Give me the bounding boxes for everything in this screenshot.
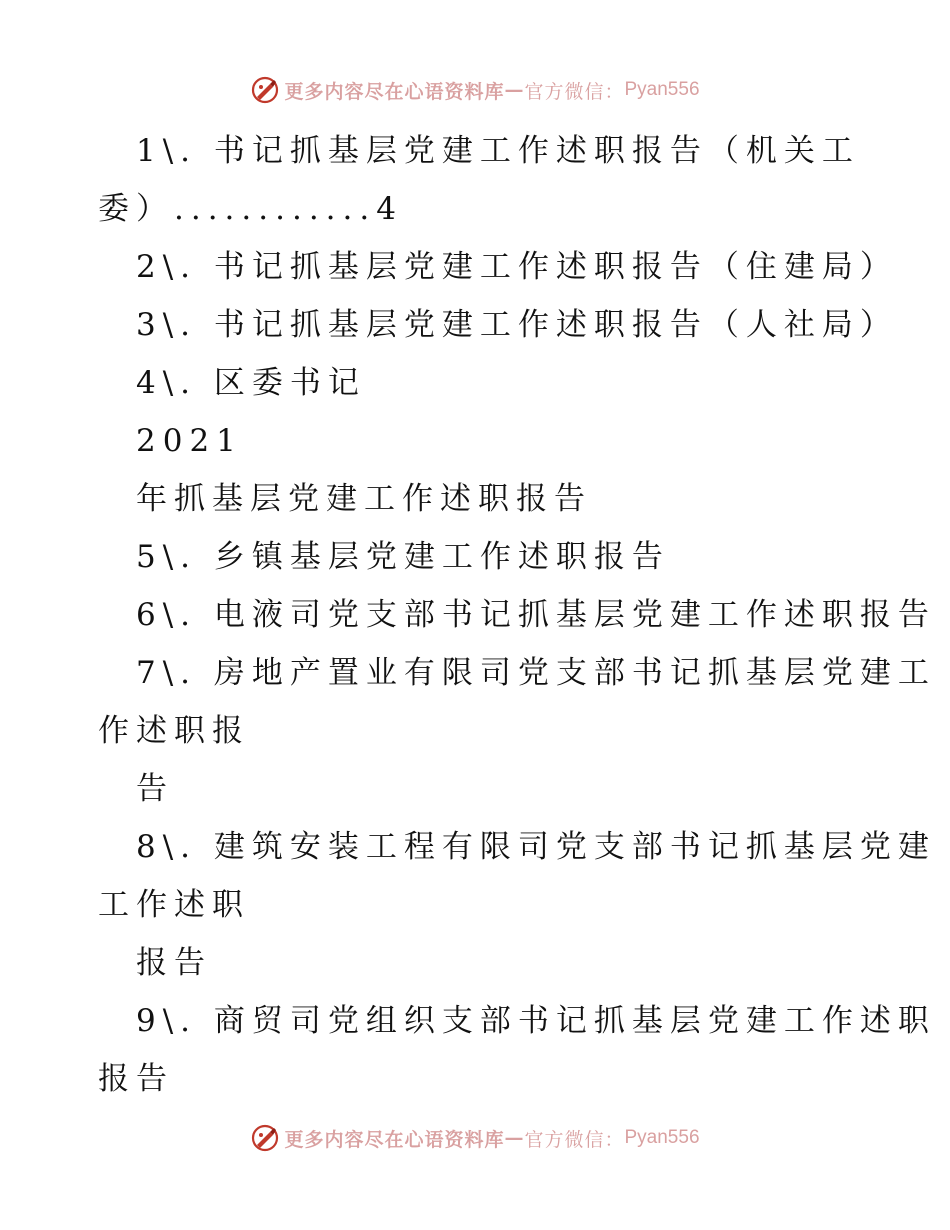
table-of-contents [98, 122, 936, 1108]
toc-entry-7-cont: 作述职报 [98, 713, 250, 749]
watermark-wechat-label: 官方微信： [524, 80, 625, 103]
toc-entry-8-end: 报告 [136, 945, 212, 981]
watermark-brand: 更多内容尽在心语资料库 [284, 1128, 505, 1151]
watermark-dash: — [504, 79, 525, 101]
toc-entry-8: 8\. 建筑安装工程有限司党支部书记抓基层党建 [136, 829, 936, 865]
pen-logo-icon [250, 1123, 280, 1153]
watermark-wechat-label: 官方微信： [524, 1128, 625, 1151]
toc-entry-4: 4\. 区委书记 [136, 365, 366, 401]
toc-entry-4-cont: 年抓基层党建工作述职报告 [136, 481, 592, 517]
watermark-banner-bottom [0, 1118, 950, 1158]
watermark-wechat-id: Pyan556 [624, 79, 700, 100]
watermark-wechat-id: Pyan556 [624, 1127, 700, 1148]
toc-entry-9: 9\. 商贸司党组织支部书记抓基层党建工作述职 [136, 1003, 936, 1039]
toc-entry-3: 3\. 书记抓基层党建工作述职报告（人社局） [136, 307, 898, 343]
watermark-dash: — [504, 1127, 525, 1149]
toc-entry-7-end: 告 [136, 771, 174, 807]
toc-entry-4-year: 2021 [136, 423, 243, 459]
watermark-brand: 更多内容尽在心语资料库 [284, 80, 505, 103]
toc-entry-8-cont: 工作述职 [98, 887, 250, 923]
toc-entry-5: 5\. 乡镇基层党建工作述职报告 [136, 539, 670, 575]
toc-entry-9-cont: 报告 [98, 1061, 174, 1097]
pen-logo-icon [250, 75, 280, 105]
toc-entry-1: 1\. 书记抓基层党建工作述职报告（机关工 [136, 133, 860, 169]
toc-entry-2: 2\. 书记抓基层党建工作述职报告（住建局） [136, 249, 898, 285]
toc-entry-7: 7\. 房地产置业有限司党支部书记抓基层党建工 [136, 655, 936, 691]
watermark-banner-top [0, 70, 950, 110]
toc-entry-1-cont: 委）............4 [98, 191, 403, 227]
toc-entry-6: 6\. 电液司党支部书记抓基层党建工作述职报告 [136, 597, 936, 633]
